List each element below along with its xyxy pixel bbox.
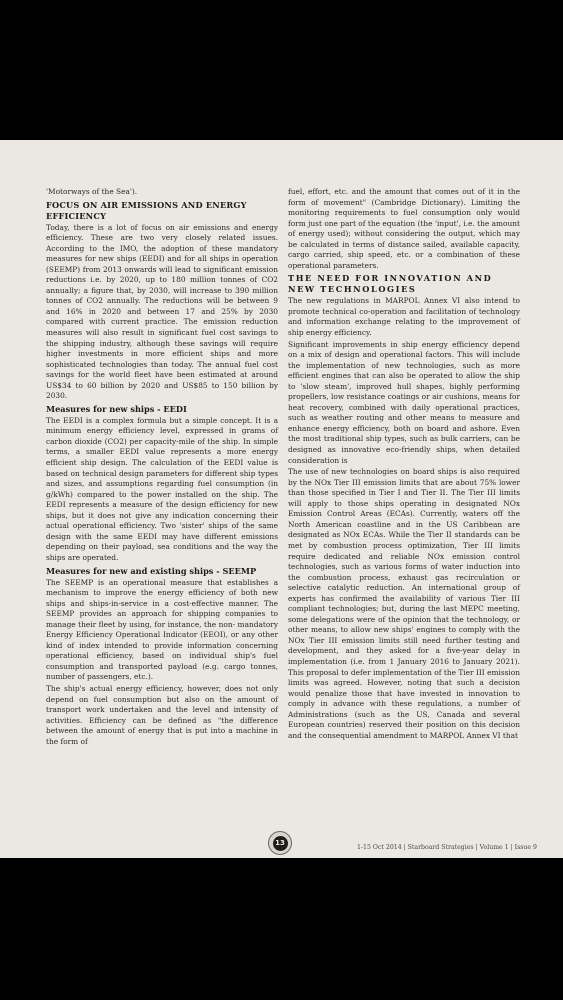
paragraph-nox-tier3: The use of new technologies on board ships is also required by the NOx Tier III emission limits that are about 75% lower than those specified in Tier I and Tier II. The Tier III limits will apply to those ships operating in designated NOx Emission Control Areas (ECAs). Currently, waters off the North American coastline and in the US Caribbean are designated as NOx ECAs. While the Tier II standards can be met by combustion process optimization, Tier III limits require dedicated and reliable NOx emission control technologies, such as various forms of water induction into the combustion process, exhaust gas recirculation or selective catalytic reduction. An international group of experts has confirmed the availability of various Tier III compliant technologies; but, during the last MEPC meeting, some delegations were of the opinion that the technology, or other means, to allow new ships' engines to comply with the NOx Tier III emission limits still need further testing and development, and they asked for a five-year delay in implementation (i.e. from 1 January 2016 to January 2021). This proposal to defer implementation of the Tier III emission limits was agreed. However, noting that such a decision would penalize those that have invested in innovation to comply in advance with these regulations, a number of Administrations (such as the US, Canada and several European countries) reserved their position on this decision and the consequential amendment to MARPOL Annex VI that	[288, 467, 520, 740]
page-number-badge	[268, 831, 292, 855]
page-number: 13	[273, 836, 288, 851]
subheading-eedi: Measures for new ships - EEDI	[46, 403, 187, 414]
left-column	[46, 187, 278, 748]
paragraph-eedi: The EEDI is a complex formula but a simple concept. It is a minimum energy efficiency level, expressed in grams of carbon dioxide (CO2) per capacity-mile of the ship. In simple terms, a smaller EEDI value represents a more energy efficient ship design. The calculation of the EEDI value is based on technical design parameters for different ship types and sizes, and assumptions regarding fuel consumption (in g/kWh) compared to the power installed on the ship. The EEDI represents a measure of the design efficiency for new ships, but it does not give any indication concerning their actual operational efficiency. Two 'sister' ships of the same design with the same EEDI may have different emissions depending on their payload, sea conditions and the way the ships are operated.	[46, 415, 278, 562]
paragraph-seemp: The SEEMP is an operational measure that establishes a mechanism to improve the energy efficiency of both new ships and ships-in-service in a cost-effective manner. The SEEMP provides an approach for shipping companies to manage their fleet by using, for instance, the non- mandatory Energy Efficiency Operational Indicator (EEOI), or any other kind of index intended to provide information concerning operational efficiency, based on individual ship's fuel consumption and transported payload (e.g. cargo tonnes, number of passengers, etc.).	[46, 577, 278, 682]
paragraph-efficiency: The ship's actual energy efficiency, however, does not only depend on fuel consumption but also on the amount of transport work undertaken and the level and intensity of activities. Efficiency can be defined as "the difference between the amount of energy that is put into a machine in the form of	[46, 683, 278, 746]
section-heading-air-emissions: FOCUS ON AIR EMISSIONS AND ENERGY EFFICIENCY	[46, 199, 247, 221]
paragraph-continued: fuel, effort, etc. and the amount that comes out of it in the form of movement" (Cambridge Dictionary). Limiting the monitoring requirements to fuel consumption only would form just one part of the equation (the 'input', i.e. the amount of energy used); without considering the output, which may be calculated in terms of distance sailed, available capacity, cargo carried, ship speed, etc. or a combination of these operational parameters.	[288, 187, 520, 270]
paragraph-improvements: Significant improvements in ship energy efficiency depend on a mix of design and operational factors. This will include the implementation of new technologies, such as more efficient engines that can also be operated to allow the ship to 'slow steam', improved hull shapes, highly performing propellers, low resistance coatings or air cushions, means for heat recovery, combined with daily operational practices, such as weather routing and other means to measure and enhance energy efficiency, both on board and ashore. Even the most traditional ship types, such as bulk carriers, can be designed as innovative eco-friendly ships, when detailed consideration is	[288, 339, 520, 465]
paragraph-marpol: The new regulations in MARPOL Annex VI also intend to promote technical co-operation and facilitation of technology and information exchange relating to the improvement of ship energy efficiency.	[288, 296, 520, 338]
subheading-seemp: Measures for new and existing ships - SEEMP	[46, 565, 257, 576]
paragraph-emissions: Today, there is a lot of focus on air emissions and energy efficiency. These are two very closely related issues. According to the IMO, the adoption of these mandatory measures for new ships (EEDI) and for all ships in operation (SEEMP) from 2013 onwards will lead to significant emission reductions i.e. by 2020, up to 180 million tonnes of CO2 annually; a figure that, by 2030, will increase to 390 million tonnes of CO2 annually. The reductions will be between 9 and 16% in 2020 and between 17 and 25% by 2030 compared with current practice. The emission reduction measures will also result in significant fuel cost savings to the shipping industry, although these savings will require higher investments in more efficient ships and more sophisticated technologies than today. The annual fuel cost savings for the world fleet have been estimated at around US$34 to 60 billion by 2020 and US$85 to 150 billion by 2030.	[46, 222, 278, 401]
magazine-page	[0, 140, 563, 858]
right-column	[288, 187, 520, 742]
opening-line: 'Motorways of the Sea').	[46, 187, 138, 196]
section-heading-innovation: THE NEED FOR INNOVATION AND NEW TECHNOLOGIES	[288, 273, 493, 295]
page-footer: 1-15 Oct 2014 | Starboard Strategies | Volume 1 | Issue 9	[357, 844, 537, 851]
